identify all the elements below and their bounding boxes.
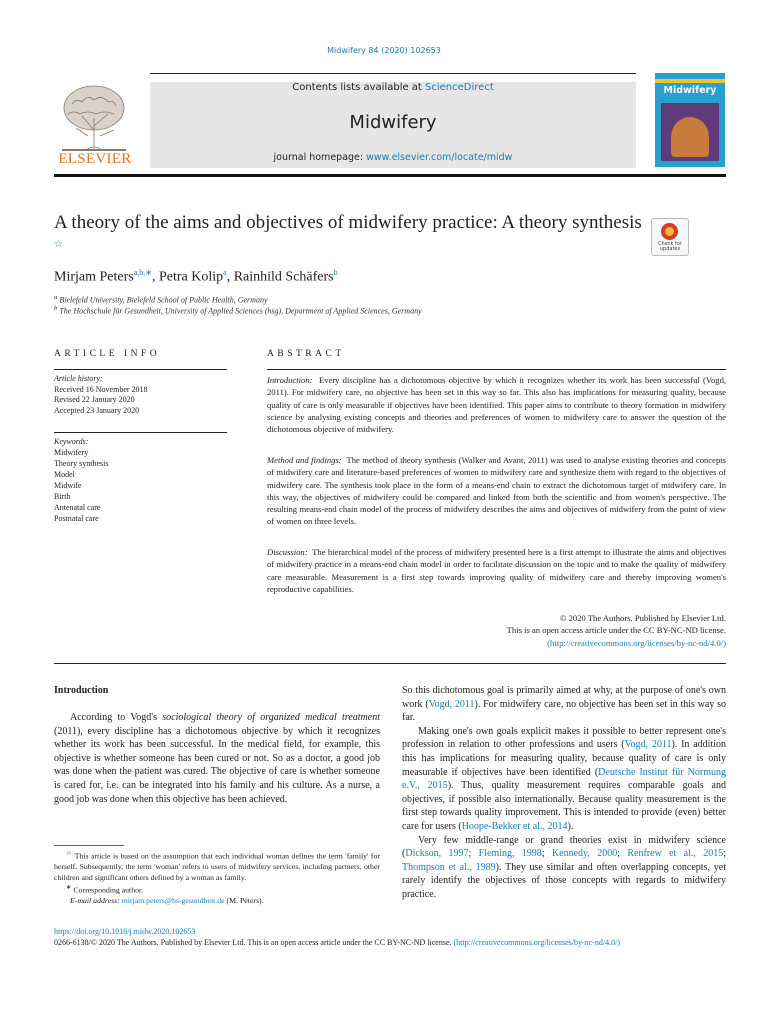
citation-link[interactable]: Dickson, 1997 bbox=[405, 848, 469, 860]
affiliation bbox=[54, 294, 268, 305]
body-paragraph bbox=[402, 834, 726, 902]
cover-image-figure bbox=[671, 117, 709, 157]
affiliation-mark: a bbox=[54, 294, 58, 301]
license-link[interactable]: (http://creativecommons.org/licenses/by-nc-nd/4.0/) bbox=[547, 637, 726, 648]
body-paragraph bbox=[402, 684, 726, 725]
history-label: Article history: bbox=[54, 374, 103, 383]
body-paragraph bbox=[402, 725, 726, 834]
footnote bbox=[54, 883, 380, 896]
keyword: Model bbox=[54, 470, 75, 479]
abstract-section-text: Every discipline has a dichotomous objective by which it recognizes whether its work has been successful (Vogd, 2011). For midwifery care, no objective has been set in this way so far. This also has implications for measuring quality, because quality of care is only measurable if objectives have been identified. This paper aims to contribute to theory formation in midwifery science by analysing existing concepts and theories and preferences of women to midwifery care to answer the question of the dichotomous objective of midwifery. bbox=[267, 375, 727, 435]
footnote bbox=[54, 896, 380, 907]
author-affiliation-mark[interactable]: a bbox=[223, 268, 227, 277]
keyword: Postnatal care bbox=[54, 514, 99, 523]
footnote-mark: ☆ bbox=[66, 850, 73, 857]
crossmark-icon-center bbox=[665, 227, 674, 236]
body-text: Making one's own goals explicit makes it possible to better represent one's profession in relation to other professions and users ( bbox=[402, 725, 726, 751]
copyright-line: © 2020 The Authors. Published by Elsevier Ltd. bbox=[559, 613, 726, 623]
homepage-line bbox=[150, 152, 636, 163]
abstract-discussion bbox=[267, 546, 726, 595]
footnote-rule bbox=[54, 845, 124, 846]
citation-link[interactable]: Vogd, 2011 bbox=[624, 739, 672, 751]
homepage-link[interactable]: www.elsevier.com/locate/midw bbox=[366, 152, 513, 163]
license-link[interactable]: (http://creativecommons.org/licenses/by-nc-nd/4.0/) bbox=[453, 938, 620, 947]
citation-link[interactable]: Fleming, 1998 bbox=[478, 848, 542, 860]
title-footnote-mark[interactable]: ☆ bbox=[54, 239, 63, 250]
email-link[interactable]: mirjam.peters@hs-gesundheit.de bbox=[121, 896, 225, 906]
contents-prefix: Contents lists available at bbox=[292, 82, 426, 93]
abstract-section-label: Method and findings: bbox=[267, 455, 342, 465]
abstract-method bbox=[267, 454, 726, 528]
body-text: (2011), every discipline has a dichotomous objective by which it recognizes whether its work has been successful. In the medical field, for example, this objective is whether someone has been cured or not. So as a doctor, a good job was done when the patient was cured. The objective of care is whether someone is cared for, i.e. can be integrated into his family and his culture. As a nurse, a good job was done when this objective has been achieved. bbox=[54, 725, 380, 805]
affiliation-mark: b bbox=[54, 305, 58, 312]
body-text-italic: sociological theory of organized medical treatment bbox=[162, 712, 380, 723]
footnote-text: Corresponding author. bbox=[73, 885, 144, 895]
body-text: Very few middle-range or grand theories exist in midwifery science ( bbox=[402, 834, 726, 860]
abstract-section-text: The method of theory synthesis (Walker and Avant, 2011) was used to analyse existing theories and concepts of midwifery care and literature-based preferences of women to midwifery care and synthesize them with regard to the objectives of midwifery care. The synthesis took place in the form of a means-end chain to extract the dichotomous target of midwifery care. In this way, the objectives of midwifery could be compared and linked from both the scientific and from women's perspective. The resulting means-end chain model of the process of midwifery describes the aims and objectives of midwifery from the point of view of women on three levels. bbox=[267, 455, 726, 527]
body-text: ). bbox=[567, 820, 574, 832]
body-paragraph bbox=[54, 711, 380, 806]
keyword: Midwife bbox=[54, 481, 82, 490]
history-item: Accepted 23 January 2020 bbox=[54, 405, 140, 415]
author-name[interactable]: Rainhild Schäfers bbox=[233, 269, 334, 285]
article-info-heading: ARTICLE INFO bbox=[54, 349, 161, 359]
crossmark-line1: Check for bbox=[658, 241, 682, 247]
body-text: ). They use similar and often overlapping concepts, yet rarely identify the objectives of those concepts with regards to midwifery practice. bbox=[402, 861, 726, 900]
contents-line bbox=[150, 82, 636, 93]
cover-title: Midwifery bbox=[663, 85, 717, 96]
divider bbox=[54, 432, 227, 433]
body-text: ). Thus, quality measurement requires comparable goals and objectives, if possible also internationally. Because quality measurement is the first step towards quality improvement. This is intended to provide (even) better care for users ( bbox=[402, 780, 726, 832]
author-affiliation-mark[interactable]: a,b,∗ bbox=[133, 268, 152, 277]
footnote bbox=[54, 849, 380, 883]
keyword: Theory synthesis bbox=[54, 459, 109, 468]
email-label: E-mail address: bbox=[70, 896, 120, 906]
abstract-section-text: The hierarchical model of the process of midwifery presented here is a first attempt to illustrate the aims and objectives of midwifery practice in a means-end chain model in order to facilitate discussion on the topic and to make the quality of midwifery care measurable. Measurement is a first step towards improving quality of midwifery care and thereby improving women's reproductive capabilities. bbox=[267, 547, 726, 594]
issn-text: 0266-6138/© 2020 The Authors. Published by Elsevier Ltd. This is an open access article under the CC BY-NC-ND license. bbox=[54, 938, 454, 947]
citation-separator: ; bbox=[541, 848, 552, 860]
abstract-section-label: Introduction: bbox=[267, 375, 313, 385]
footnote-text: This article is based on the assumption that each individual woman defines the term 'family' for herself. Subsequently, the term 'woman' refers to users of midwifery services, including partners, other children and significant others defined by a woman as family. bbox=[54, 851, 381, 882]
abstract-section-label: Discussion: bbox=[267, 547, 308, 557]
history-item: Revised 22 January 2020 bbox=[54, 395, 135, 404]
cover-band bbox=[655, 79, 725, 83]
body-text: ). For midwifery care, no objective has been set in this way so far. bbox=[402, 698, 726, 724]
journal-cover-thumbnail[interactable] bbox=[655, 73, 725, 167]
affiliation-text: Bielefeld University, Bielefeld School of Public Health, Germany bbox=[59, 295, 268, 305]
history-item: Received 16 November 2018 bbox=[54, 384, 148, 394]
footnotes bbox=[54, 849, 380, 907]
copyright-notice bbox=[267, 612, 726, 649]
divider bbox=[54, 369, 227, 370]
article-history bbox=[54, 374, 227, 416]
sciencedirect-link[interactable]: ScienceDirect bbox=[425, 82, 494, 93]
keyword-list bbox=[54, 436, 227, 524]
citation-link[interactable]: Kennedy, 2000 bbox=[551, 848, 618, 860]
citation-link[interactable]: Vogd, 2011 bbox=[428, 698, 475, 710]
footnote-mark: ∗ bbox=[66, 884, 72, 892]
author-affiliation-mark[interactable]: b bbox=[333, 268, 338, 277]
license-line: This is an open access article under the CC BY-NC-ND license. bbox=[506, 625, 726, 636]
author-list: Mirjam Peters$^{a,b,∗}$, Petra Kolip$^a$, Rainhild Schäfers$^b$ bbox=[54, 268, 338, 285]
section-heading: Introduction bbox=[54, 685, 109, 696]
journal-citation[interactable]: Midwifery 84 (2020) 102653 bbox=[327, 46, 441, 55]
homepage-prefix: journal homepage: bbox=[273, 152, 367, 163]
article-title bbox=[54, 212, 644, 260]
citation-separator: ; bbox=[723, 848, 727, 860]
header-thick-rule bbox=[54, 174, 726, 177]
body-column-left bbox=[54, 684, 380, 806]
divider bbox=[267, 369, 726, 370]
header-rule bbox=[150, 73, 636, 74]
keyword: Birth bbox=[54, 492, 71, 501]
citation-separator: ; bbox=[617, 848, 628, 860]
elsevier-wordmark: ELSEVIER bbox=[58, 151, 132, 167]
keyword: Antenatal care bbox=[54, 503, 101, 512]
issn-line bbox=[54, 938, 726, 947]
crossmark-line2: updates bbox=[659, 246, 681, 252]
body-text: According to Vogd's bbox=[70, 712, 163, 723]
citation-link[interactable]: Thompson et al., 1989 bbox=[402, 861, 496, 873]
author-name[interactable]: Mirjam Peters bbox=[54, 269, 134, 285]
affiliation bbox=[54, 305, 422, 316]
body-text: ). In addition this has implications for measuring quality, because quality of care is only measurable if objectives have been identified ( bbox=[402, 739, 727, 778]
citation-link[interactable]: Renfrew et al., 2015 bbox=[627, 848, 724, 860]
abstract-heading: ABSTRACT bbox=[267, 349, 345, 359]
abstract-introduction bbox=[267, 374, 726, 435]
doi-link[interactable]: https://doi.org/10.1016/j.midw.2020.102653 bbox=[54, 927, 196, 936]
article-title-text: A theory of the aims and objectives of midwifery practice: A theory synthesis bbox=[54, 212, 642, 233]
journal-name: Midwifery bbox=[349, 112, 437, 133]
body-column-right bbox=[402, 684, 726, 902]
affiliation-text: The Hochschule für Gesundheit, University of Applied Sciences (hsg), Department of Applied Sciences, Germany bbox=[59, 306, 422, 316]
body-text: So this dichotomous goal is primarily aimed at why, at the purpose of one's own work ( bbox=[402, 685, 726, 710]
author-name[interactable]: Petra Kolip bbox=[158, 269, 224, 285]
check-for-updates-button[interactable] bbox=[651, 218, 689, 256]
keyword: Midwifery bbox=[54, 448, 89, 457]
email-suffix: (M. Peters). bbox=[226, 896, 264, 906]
citation-link[interactable]: Hoope-Bekker et al., 2014 bbox=[461, 820, 568, 832]
crossmark-label bbox=[652, 242, 688, 252]
divider bbox=[54, 663, 726, 664]
citation-link[interactable]: Deutsche Institut für Normung e.V., 2015 bbox=[402, 766, 726, 792]
citation-separator: ; bbox=[468, 848, 479, 860]
keywords-label: Keywords: bbox=[54, 437, 89, 446]
